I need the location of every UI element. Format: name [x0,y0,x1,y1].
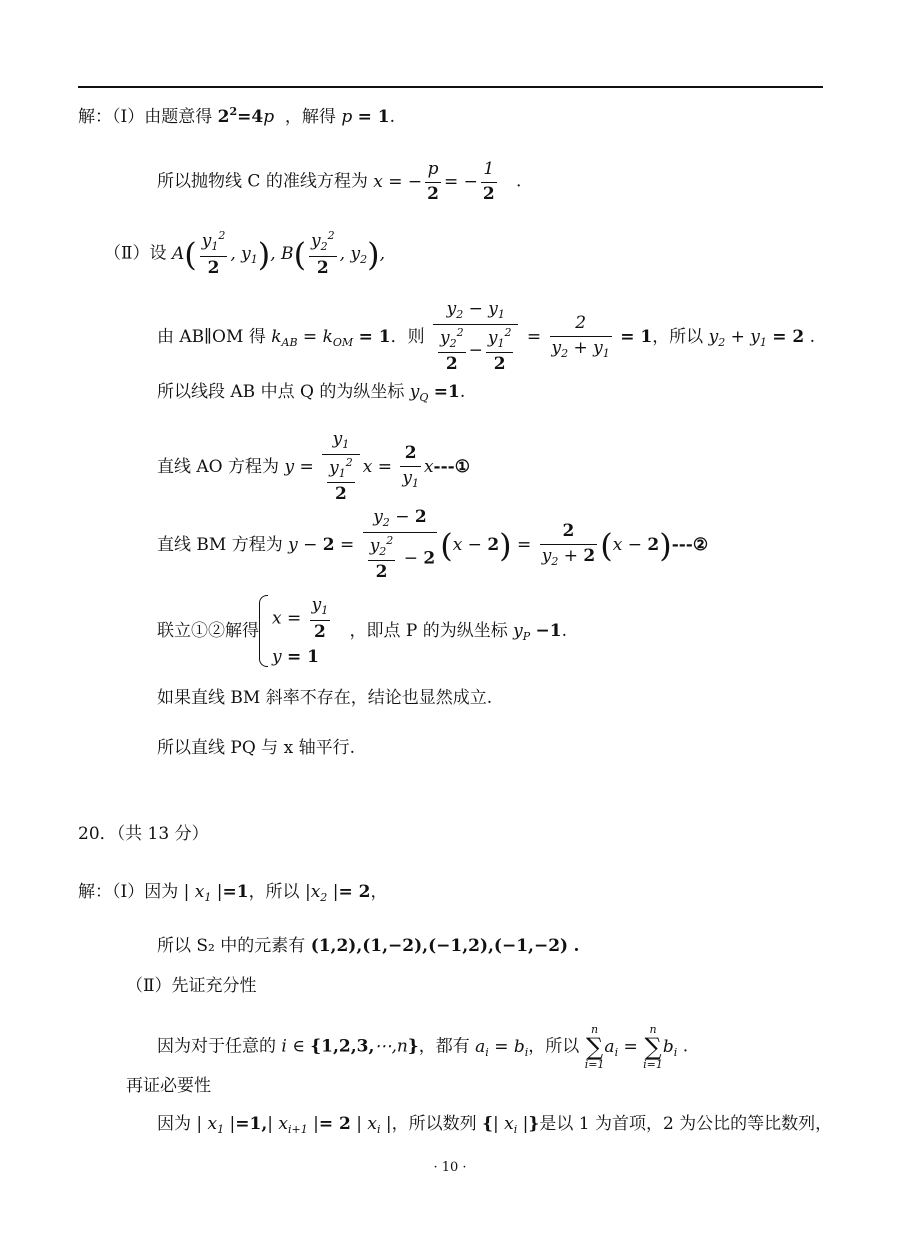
p19-line-2: 所以抛物线 C 的准线方程为 x = − $\frac{p}{2}$ = − $\frac{1}{2}$ . [157,159,522,204]
p19-line-9: 如果直线 BM 斜率不存在，结论也显然成立. [157,688,493,708]
eq-ai-bi: $a_i = b_i$ [475,1036,529,1059]
eq-sum-y: $y_2 + y_1 = 2$ [708,326,805,349]
p20-line-2: 所以 S₂ 中的元素有 (1,2),(1,−2),(−1,2),(−1,−2) . [157,936,580,956]
eq-x1: | $x_1$ |=1 [183,882,249,904]
eq-s2-elements: (1,2),(1,−2),(−1,2),(−1,−2) [310,936,569,956]
p20-header: 20．（共 13 分） [78,824,209,844]
p20-line-6: 因为 | $x_1$ |=1,| $x_{i+1}$ |= 2 | $x_i$ |，所以数列 {| $x_i$ |}是以 1 为首项，2 为公比的等比数列， [157,1114,833,1136]
header-rule [78,86,823,88]
p19-line-6: 直线 AO 方程为 y = $\frac{y_1}{\frac{y_1^2}{2}}$ x = $\frac{2}{y_1}$ x---① [157,429,470,505]
p19-line-10: 所以直线 PQ 与 x 轴平行. [157,738,355,758]
eq-system: x = $\frac{y_1}{2}$ y = 1 [272,595,329,668]
eq-sequence: {| $x_i$ |} [482,1114,540,1136]
eq-directrix: x = − $\frac{p}{2}$ = − $\frac{1}{2}$ [373,159,495,204]
p20-line-4: 因为对于任意的 i ∈ {1,2,3,⋯,n}，都有 $a_i = b_i$，所以 n ∑ $i=1a_i = n$ ∑ $i=1b_i$ . [157,1023,689,1071]
eq-x2: $|x_2$ |= 2 [304,882,371,904]
p19-line-4: 由 AB∥OM 得 $k_{AB} = k_{OM} = 1$．则 $y_2 - y_1$ $\frac{y_2^2}{2}$ − $\frac{y_1^2}{2}$ = $\frac{2}{y_2 + y_1}$ = 1，所以 $y_2 + y_1 = 2$ . [157,299,816,375]
eq-2sq-4p: $2^2=4p$ [217,105,275,127]
eq-line-bm: y − 2 = $y_2 - 2$ $\frac{y_2^2}{2}$ − 2 (x − 2) = $\frac{2}{y_2 + 2}$ (x − 2) [288,507,672,583]
eq-p-1: p = 1 [341,107,390,127]
eq-slopes: $k_{AB} = k_{OM} = 1$ [271,326,391,349]
eq-yp: $y_P -1$ [513,620,562,643]
page-number: · 10 · [433,1160,467,1175]
p19-line-1: 解：（Ⅰ）由题意得 $2^2=4p$ ，解得 p = 1. [78,105,396,127]
eq-line-ao: y = $\frac{y_1}{\frac{y_1^2}{2}}$ x = $\frac{2}{y_1}$ x [284,429,434,505]
p19-line-8: 联立①②解得 x = $\frac{y_1}{2}$ y = 1 ，即点 P 的为纵坐标 $y_P -1$. [157,590,567,673]
eq-slope-fraction: $y_2 - y_1$ $\frac{y_2^2}{2}$ − $\frac{y_1^2}{2}$ = $\frac{2}{y_2 + y_1}$ = 1 [430,327,652,347]
p19-line-5: 所以线段 AB 中点 Q 的为纵坐标 $y_Q =1$. [157,382,466,404]
p20-line-3: （Ⅱ）先证充分性 [126,976,257,996]
eq-sums: n ∑ $i=1a_i = n$ ∑ $i=1b_i$ [584,1023,678,1071]
eq-points-ab: A( $\frac{y_1^2}{2}$ , $y_1$), B( $\frac{y_2^2}{2}$ , $y_2$), [171,229,385,278]
system-brace [259,595,268,667]
solve-label: 解： [78,107,112,127]
eq-yq: $y_Q =1$ [409,382,460,404]
eq-index-set: i ∈ {1,2,3,⋯,n} [281,1036,419,1057]
p20-line-5: 再证必要性 [126,1076,211,1096]
eq-recurrence: | $x_1$ |=1,| $x_{i+1}$ |= 2 | $x_i$ | [196,1114,392,1136]
p19-line-3: （Ⅱ）设 A( $\frac{y_1^2}{2}$ , $y_1$), B( $\frac{y_2^2}{2}$ , $y_2$), [104,229,385,278]
p19-line-7: 直线 BM 方程为 y − 2 = $y_2 - 2$ $\frac{y_2^2}{2}$ − 2 (x − 2) = $\frac{2}{y_2 + 2}$ (x − 2)---② [157,507,709,583]
p20-line-1: 解：（Ⅰ）因为 | $x_1$ |=1，所以 $|x_2$ |= 2， [78,882,388,904]
